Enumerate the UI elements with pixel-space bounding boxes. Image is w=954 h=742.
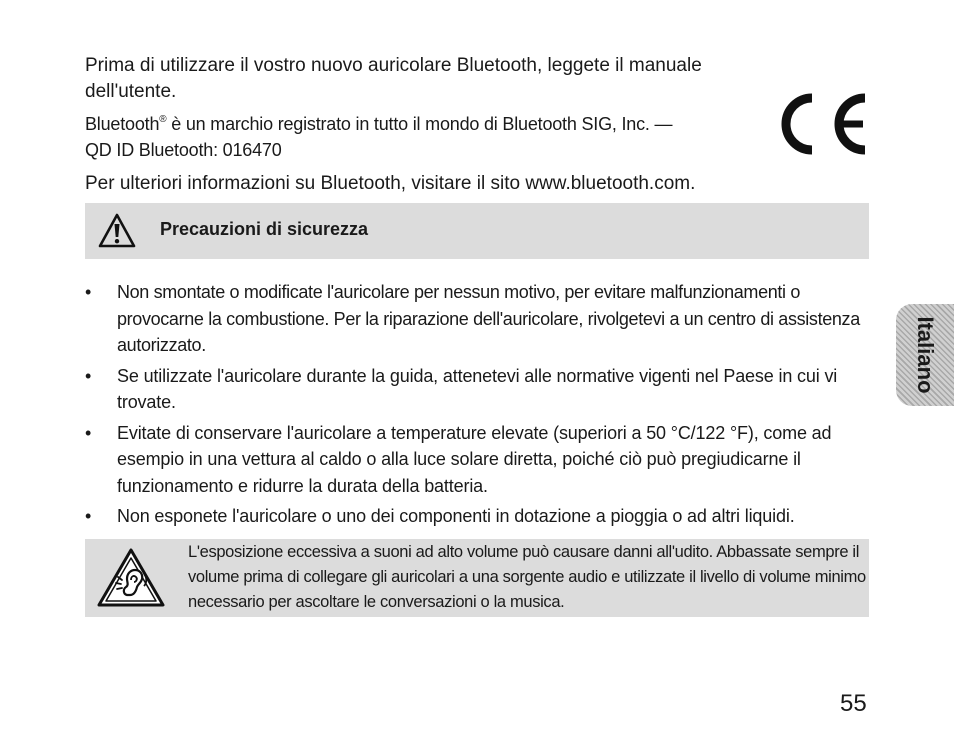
language-tab (896, 304, 954, 406)
bullet-marker: • (85, 365, 92, 386)
safety-list (85, 279, 869, 534)
intro-section (85, 53, 745, 197)
registered-mark: ® (159, 114, 167, 125)
list-item-text: Evitate di conservare l'auricolare a temperature elevate (superiori a 50 °C/122 °F), come ad esempio in una vettura al caldo o alla luce solare diretta, poiché ciò può pregiudicarne il funzionamento e ridurre la durata della batteria. (117, 422, 832, 496)
trademark-text: è un marchio registrato in tutto il mondo di Bluetooth SIG, Inc. — (166, 114, 673, 134)
list-item (85, 503, 869, 530)
intro-paragraph-trademark (85, 112, 745, 163)
list-item-text: Se utilizzate l'auricolare durante la guida, attenetevi alle normative vigenti nel Paese in cui vi trovate. (117, 365, 838, 412)
language-tab-label: Italiano (913, 316, 938, 394)
hearing-warning-text: L'esposizione eccessiva a suoni ad alto volume può causare danni all'udito. Abbassate sempre il volume prima di collegare gli auricolari a una sorgente audio e utilizzate il livello di volume minimo necessario per ascoltare le conversazioni o la musica. (188, 543, 866, 611)
hearing-warning-icon (96, 547, 166, 609)
safety-title: Precauzioni di sicurezza (160, 219, 369, 239)
list-item (85, 420, 869, 500)
bullet-marker: • (85, 506, 92, 526)
bullet-marker: • (85, 282, 91, 302)
list-item (85, 363, 869, 416)
ce-mark-icon (778, 88, 870, 160)
hearing-warning-box (85, 539, 869, 617)
trademark-brand: Bluetooth (85, 114, 160, 134)
qd-id-text: QD ID Bluetooth: 016470 (85, 139, 282, 160)
list-item (85, 279, 869, 359)
intro-paragraph-website: Per ulteriori informazioni su Bluetooth, visitare il sito www.bluetooth.com. (85, 173, 696, 194)
bullet-marker: • (85, 422, 92, 443)
list-item-text: Non smontate o modificate l'auricolare per nessun motivo, per evitare malfunzionamenti o provocarne la combustione. Per la riparazione dell'auricolare, rivolgetevi a un centro di assistenza autorizzato. (117, 282, 860, 355)
warning-triangle-icon (97, 212, 137, 250)
intro-paragraph-manual: Prima di utilizzare il vostro nuovo auricolare Bluetooth, leggete il manuale dell'utente. (85, 55, 702, 102)
page-number: 55 (840, 690, 867, 717)
safety-header (85, 203, 869, 259)
list-item-text: Non esponete l'auricolare o uno dei componenti in dotazione a pioggia o ad altri liquidi. (117, 506, 795, 526)
